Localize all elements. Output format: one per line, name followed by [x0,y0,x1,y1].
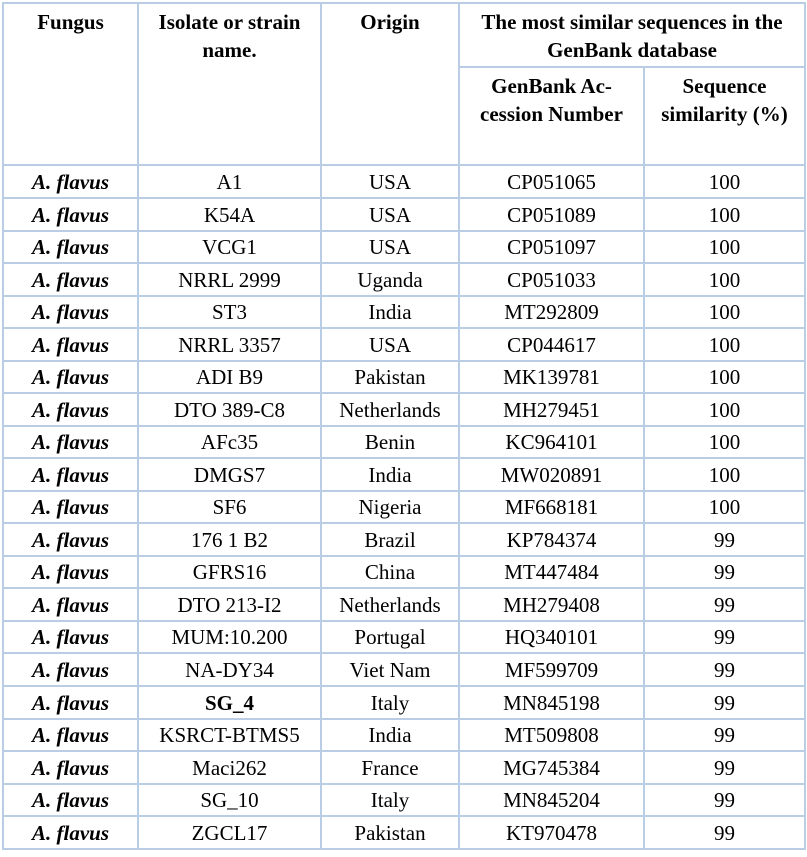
origin-cell: Italy [321,686,459,719]
table-row [3,523,805,556]
table-row [3,588,805,621]
table-row [3,328,805,361]
similarity-cell: 99 [644,816,805,849]
isolate-cell: VCG1 [138,231,321,263]
fungus-cell: A. flavus [3,426,138,458]
table-row [3,784,805,816]
origin-cell: USA [321,165,459,198]
fungus-cell: A. flavus [3,361,138,393]
fungus-cell: A. flavus [3,198,138,231]
table-row [3,231,805,263]
table-header [3,3,805,165]
similarity-cell: 100 [644,491,805,523]
isolate-cell: SF6 [138,491,321,523]
isolate-cell: ST3 [138,296,321,328]
accession-cell: CP051097 [459,231,644,263]
header-fungus: Fungus [3,3,138,165]
origin-cell: Uganda [321,263,459,296]
accession-cell: MN845204 [459,784,644,816]
similarity-cell: 99 [644,556,805,588]
isolate-cell: A1 [138,165,321,198]
origin-cell: Benin [321,426,459,458]
isolate-cell: NRRL 2999 [138,263,321,296]
isolate-cell: AFc35 [138,426,321,458]
fungus-cell: A. flavus [3,719,138,751]
similarity-cell: 100 [644,165,805,198]
table-row [3,361,805,393]
similarity-cell: 99 [644,523,805,556]
table-row [3,686,805,719]
origin-cell: Nigeria [321,491,459,523]
table-row [3,621,805,653]
fungus-cell: A. flavus [3,523,138,556]
isolate-cell: SG_10 [138,784,321,816]
isolate-cell: NRRL 3357 [138,328,321,361]
fungus-cell: A. flavus [3,491,138,523]
origin-cell: India [321,296,459,328]
accession-cell: CP051089 [459,198,644,231]
accession-cell: CP051065 [459,165,644,198]
fungus-cell: A. flavus [3,621,138,653]
table-row [3,296,805,328]
similarity-cell: 100 [644,393,805,426]
fungus-cell: A. flavus [3,588,138,621]
table-row [3,198,805,231]
accession-cell: KP784374 [459,523,644,556]
similarity-cell: 100 [644,361,805,393]
isolate-cell: 176 1 B2 [138,523,321,556]
similarity-cell: 99 [644,653,805,686]
accession-cell: MT509808 [459,719,644,751]
table-row [3,556,805,588]
genbank-similarity-table [2,2,806,850]
fungus-cell: A. flavus [3,263,138,296]
fungus-cell: A. flavus [3,816,138,849]
origin-cell: Brazil [321,523,459,556]
isolate-cell: NA-DY34 [138,653,321,686]
fungus-cell: A. flavus [3,751,138,784]
origin-cell: USA [321,328,459,361]
similarity-cell: 99 [644,621,805,653]
table-row [3,426,805,458]
isolate-cell: K54A [138,198,321,231]
origin-cell: India [321,719,459,751]
origin-cell: USA [321,198,459,231]
origin-cell: China [321,556,459,588]
similarity-cell: 99 [644,784,805,816]
accession-cell: CP051033 [459,263,644,296]
similarity-cell: 100 [644,198,805,231]
table-row [3,653,805,686]
origin-cell: India [321,458,459,491]
similarity-cell: 99 [644,686,805,719]
fungus-cell: A. flavus [3,393,138,426]
table-row [3,263,805,296]
accession-cell: MK139781 [459,361,644,393]
accession-cell: KT970478 [459,816,644,849]
isolate-cell: Maci262 [138,751,321,784]
isolate-cell: ZGCL17 [138,816,321,849]
origin-cell: USA [321,231,459,263]
origin-cell: Italy [321,784,459,816]
header-origin: Origin [321,3,459,165]
fungus-cell: A. flavus [3,458,138,491]
similarity-cell: 100 [644,458,805,491]
table-row [3,393,805,426]
isolate-cell: KSRCT-BTMS5 [138,719,321,751]
similarity-cell: 100 [644,231,805,263]
table-row [3,491,805,523]
isolate-cell: DTO 389-C8 [138,393,321,426]
similarity-cell: 99 [644,751,805,784]
isolate-cell: DTO 213-I2 [138,588,321,621]
accession-cell: MN845198 [459,686,644,719]
origin-cell: France [321,751,459,784]
table-row [3,458,805,491]
table-row [3,719,805,751]
accession-cell: KC964101 [459,426,644,458]
header-similarity: Sequence similarity (%) [644,67,805,165]
similarity-cell: 99 [644,588,805,621]
accession-cell: MT447484 [459,556,644,588]
fungus-cell: A. flavus [3,653,138,686]
header-accession: GenBank Ac-cession Number [459,67,644,165]
isolate-cell: ADI B9 [138,361,321,393]
accession-cell: MW020891 [459,458,644,491]
table-row [3,751,805,784]
isolate-cell: SG_4 [138,686,321,719]
accession-cell: HQ340101 [459,621,644,653]
origin-cell: Portugal [321,621,459,653]
similarity-cell: 100 [644,296,805,328]
fungus-cell: A. flavus [3,686,138,719]
origin-cell: Netherlands [321,393,459,426]
isolate-cell: MUM:10.200 [138,621,321,653]
table-row [3,816,805,849]
fungus-cell: A. flavus [3,296,138,328]
accession-cell: MT292809 [459,296,644,328]
table-row [3,165,805,198]
origin-cell: Pakistan [321,816,459,849]
origin-cell: Viet Nam [321,653,459,686]
fungus-cell: A. flavus [3,784,138,816]
isolate-cell: DMGS7 [138,458,321,491]
similarity-cell: 100 [644,263,805,296]
fungus-cell: A. flavus [3,231,138,263]
accession-cell: MH279451 [459,393,644,426]
accession-cell: MF599709 [459,653,644,686]
header-genbank-group: The most similar sequences in the GenBank database [459,3,805,67]
accession-cell: MH279408 [459,588,644,621]
similarity-cell: 99 [644,719,805,751]
similarity-cell: 100 [644,328,805,361]
header-isolate: Isolate or strain name. [138,3,321,165]
similarity-cell: 100 [644,426,805,458]
fungus-cell: A. flavus [3,165,138,198]
fungus-cell: A. flavus [3,328,138,361]
accession-cell: CP044617 [459,328,644,361]
header-row-top [3,3,805,67]
isolate-cell: GFRS16 [138,556,321,588]
accession-cell: MG745384 [459,751,644,784]
origin-cell: Netherlands [321,588,459,621]
table-body [3,165,805,849]
accession-cell: MF668181 [459,491,644,523]
origin-cell: Pakistan [321,361,459,393]
fungus-cell: A. flavus [3,556,138,588]
